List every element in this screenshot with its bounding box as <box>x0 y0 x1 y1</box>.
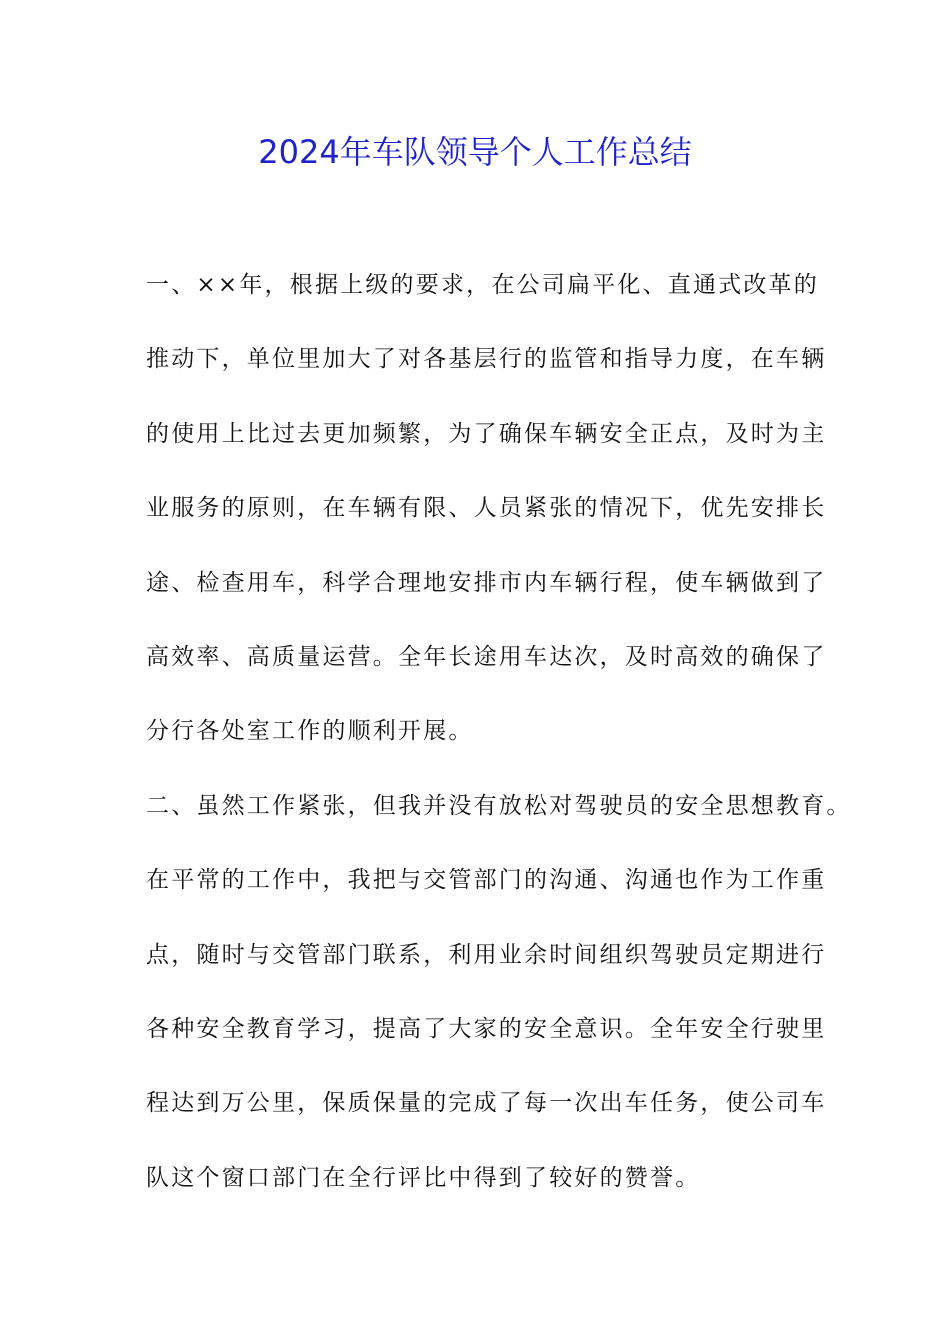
document-body <box>146 262 852 1229</box>
body-line: 分行各处室工作的顺利开展。 <box>146 718 474 745</box>
body-line: 程达到万公里，保质保量的完成了每一次出车任务，使公司车 <box>146 1090 827 1117</box>
body-line: 队这个窗口部门在全行评比中得到了较好的赞誉。 <box>146 1164 701 1191</box>
body-line: 在平常的工作中，我把与交管部门的沟通、沟通也作为工作重 <box>146 867 827 894</box>
document-title: 2024年车队领导个人工作总结 <box>258 133 692 171</box>
body-line: 各种安全教育学习，提高了大家的安全意识。全年安全行驶里 <box>146 1015 827 1042</box>
body-line: 一、××年，根据上级的要求，在公司扁平化、直通式改革的 <box>146 272 819 298</box>
body-line: 二、虽然工作紧张，但我并没有放松对驾驶员的安全思想教育。 <box>146 792 852 819</box>
body-line: 推动下，单位里加大了对各基层行的监管和指导力度，在车辆 <box>146 346 827 373</box>
body-line: 途、检查用车，科学合理地安排市内车辆行程，使车辆做到了 <box>146 569 827 596</box>
body-line: 点，随时与交管部门联系，利用业余时间组织驾驶员定期进行 <box>146 941 827 968</box>
body-line: 的使用上比过去更加频繁，为了确保车辆安全正点，及时为主 <box>146 420 827 447</box>
body-line: 业服务的原则，在车辆有限、人员紧张的情况下，优先安排长 <box>146 495 827 522</box>
body-line: 高效率、高质量运营。全年长途用车达次，及时高效的确保了 <box>146 643 827 670</box>
